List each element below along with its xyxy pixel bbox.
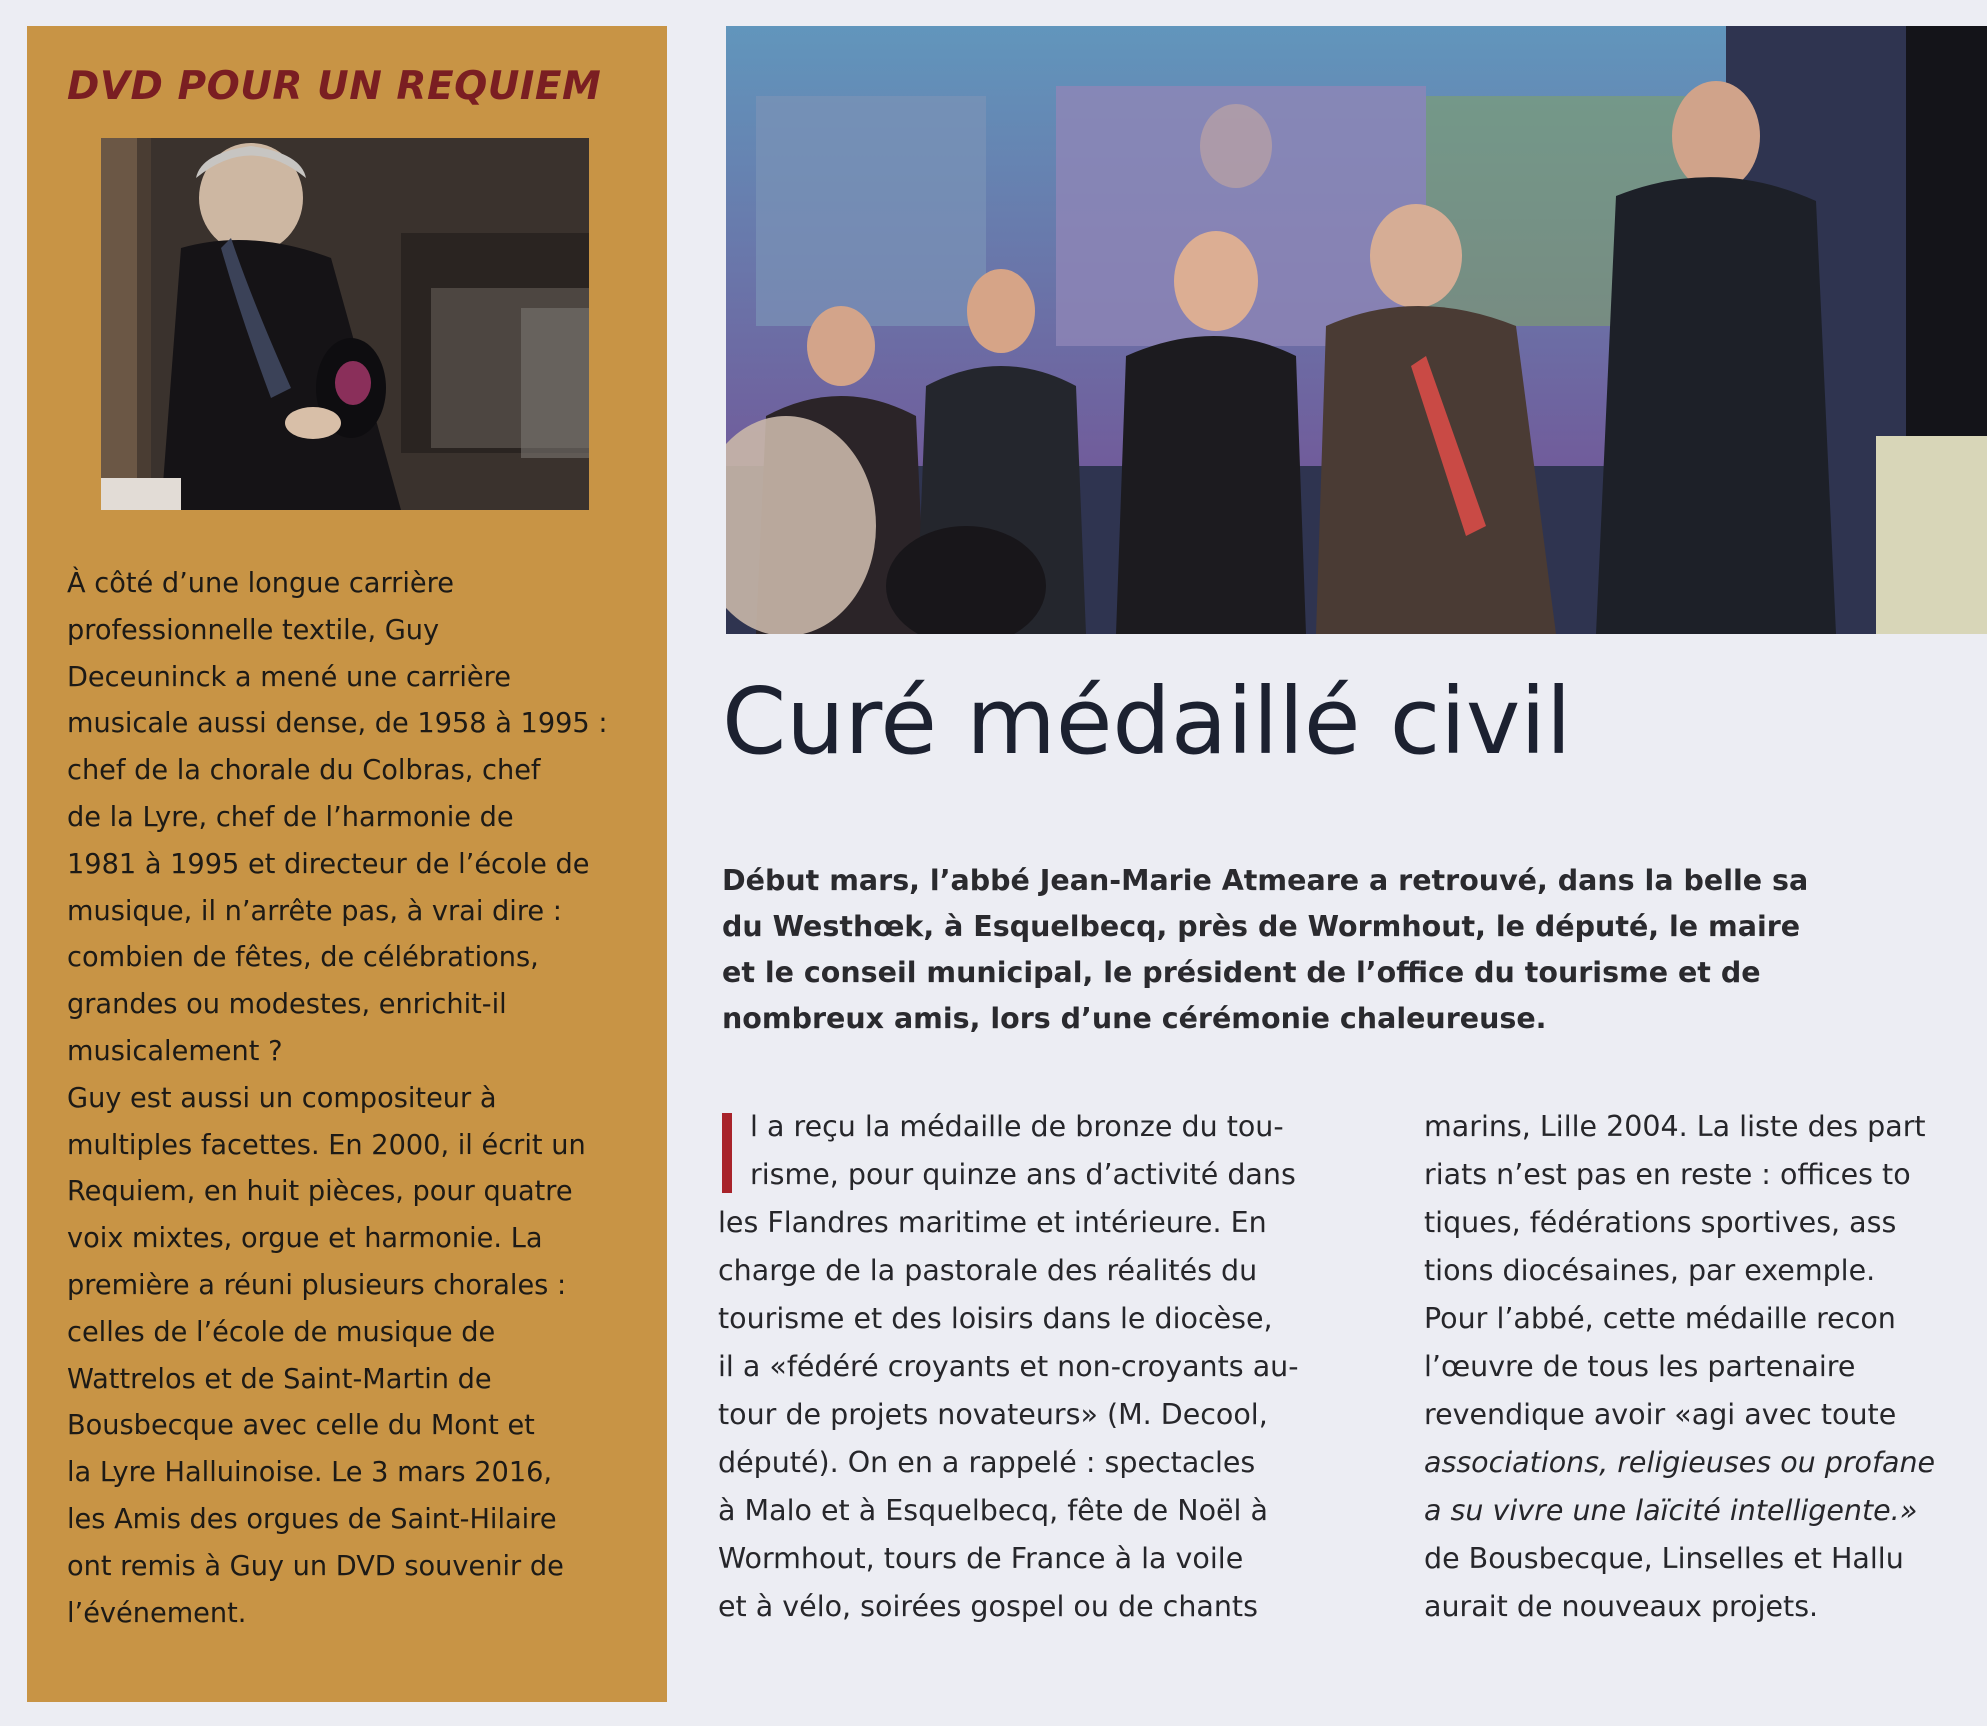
sidebar-line: musicale aussi dense, de 1958 à 1995 : [67,708,608,740]
body-line: riats n’est pas en reste : offices to [1424,1158,1911,1191]
lede-line: du Westhœk, à Esquelbecq, près de Wormhout, le député, le maire [722,910,1801,943]
body-line: l a reçu la médaille de bronze du tou- [750,1110,1284,1143]
body-line-quote: associations, religieuses ou profane [1424,1446,1936,1479]
sidebar-line: les Amis des orgues de Saint-Hilaire [67,1503,557,1535]
article-column-2 [1424,1103,1987,1631]
sidebar-line: grandes ou modestes, enrichit-il [67,989,507,1021]
sidebar-line: voix mixtes, orgue et harmonie. La [67,1223,543,1255]
photo-ceremony-illustration [726,26,1987,634]
body-line: tions diocésaines, par exemple. [1424,1254,1876,1287]
sidebar-line: musicalement ? [67,1035,283,1067]
sidebar-line: Guy est aussi un compositeur à [67,1082,497,1114]
sidebar-body [67,561,647,1637]
body-line: et à vélo, soirées gospel ou de chants [718,1590,1258,1623]
sidebar-title: DVD POUR UN REQUIEM [67,64,602,109]
body-line: marins, Lille 2004. La liste des part [1424,1110,1926,1143]
sidebar-line: 1981 à 1995 et directeur de l’école de [67,848,590,880]
body-line: tour de projets novateurs» (M. Decool, [718,1398,1268,1431]
sidebar-line: la Lyre Halluinoise. Le 3 mars 2016, [67,1457,553,1489]
photo-guy-illustration [101,138,589,510]
body-line: il a «fédéré croyants et non-croyants au- [718,1350,1299,1383]
body-line: député). On en a rappelé : spectacles [718,1446,1256,1479]
sidebar-line: Bousbecque avec celle du Mont et [67,1410,535,1442]
photo-ceremony [726,26,1987,634]
sidebar-line: combien de fêtes, de célébrations, [67,942,539,974]
sidebar-line: première a réuni plusieurs chorales : [67,1269,567,1301]
body-line: tiques, fédérations sportives, ass [1424,1206,1897,1239]
lede-line: Début mars, l’abbé Jean-Marie Atmeare a retrouvé, dans la belle sa [722,864,1809,897]
sidebar-line: Requiem, en huit pièces, pour quatre [67,1176,573,1208]
body-line: de Bousbecque, Linselles et Hallu [1424,1542,1904,1575]
sidebar-line: de la Lyre, chef de l’harmonie de [67,801,514,833]
body-line: Pour l’abbé, cette médaille recon [1424,1302,1896,1335]
lede-line: nombreux amis, lors d’une cérémonie chaleureuse. [722,1002,1547,1035]
sidebar-line: professionnelle textile, Guy [67,614,440,646]
body-line: Wormhout, tours de France à la voile [718,1542,1244,1575]
sidebar-line: l’événement. [67,1597,247,1629]
body-line: risme, pour quinze ans d’activité dans [750,1158,1296,1191]
body-line: charge de la pastorale des réalités du [718,1254,1258,1287]
body-line: les Flandres maritime et intérieure. En [718,1206,1267,1239]
body-line-quote: a su vivre une laïcité intelligente.» [1424,1494,1918,1527]
article-column-1 [718,1103,1370,1631]
sidebar-line: musique, il n’arrête pas, à vrai dire : [67,895,562,927]
body-line: l’œuvre de tous les partenaire [1424,1350,1856,1383]
photo-guy-deceuninck [101,138,589,510]
body-line: tourisme et des loisirs dans le diocèse, [718,1302,1273,1335]
sidebar-line: multiples facettes. En 2000, il écrit un [67,1129,586,1161]
sidebar-line: celles de l’école de musique de [67,1316,496,1348]
sidebar-line: Wattrelos et de Saint-Martin de [67,1363,492,1395]
sidebar-line: À côté d’une longue carrière [67,568,454,599]
article-lede [722,858,1987,1042]
sidebar-box [27,26,667,1702]
article-headline: Curé médaillé civil [722,668,1572,775]
lede-line: et le conseil municipal, le président de l’office du tourisme et de [722,956,1761,989]
sidebar-line: chef de la chorale du Colbras, chef [67,755,541,787]
body-line: revendique avoir «agi avec toute [1424,1398,1897,1431]
sidebar-line: Deceuninck a mené une carrière [67,661,511,693]
sidebar-line: ont remis à Guy un DVD souvenir de [67,1550,564,1582]
body-line: aurait de nouveaux projets. [1424,1590,1819,1623]
body-line: à Malo et à Esquelbecq, fête de Noël à [718,1494,1269,1527]
